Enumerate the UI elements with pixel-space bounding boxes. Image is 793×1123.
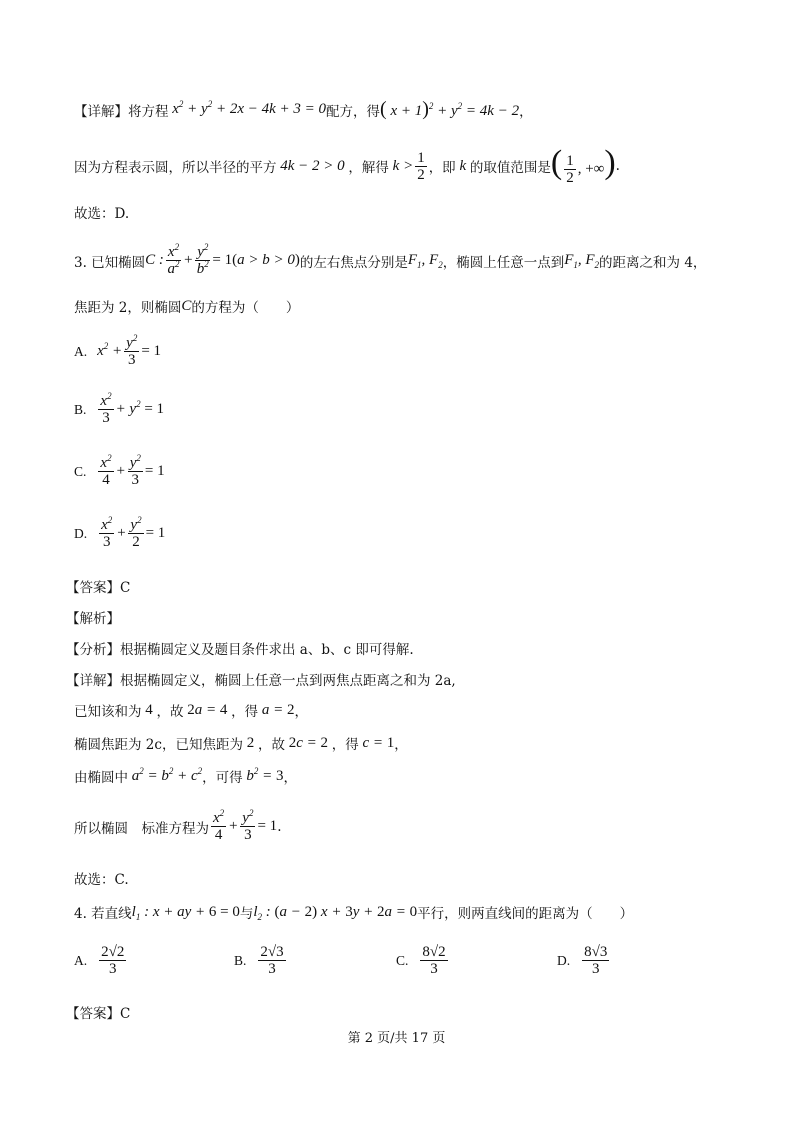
option-equation: $\frac{x^2}{3}$ + $y^2 = 1$ bbox=[100, 391, 165, 426]
analysis bbox=[66, 638, 414, 658]
text: 与 bbox=[239, 906, 254, 922]
text: 的左右焦点分别是 bbox=[299, 254, 408, 271]
equation: $b^2 = 3$ bbox=[242, 765, 284, 784]
option-label: D. bbox=[74, 525, 88, 541]
detail-2 bbox=[74, 700, 308, 720]
option-equation: $\frac{x^2}{3}$ + $\frac{y^2}{2}$ = 1 bbox=[101, 515, 166, 550]
text: ，可得 bbox=[202, 770, 243, 786]
equation: C : $\frac{x^2}{a^2}$ + $\frac{y^2}{b^2}$ = 1(a > b > 0) bbox=[145, 242, 300, 277]
question-3-line-1 bbox=[74, 244, 706, 277]
option-label: B. bbox=[74, 401, 87, 417]
interval: ( $\frac{1}{2}$ , +∞) bbox=[550, 144, 616, 187]
equation: $x^2 + y^2 + 2x - 4k + 3 = 0$ bbox=[168, 99, 327, 117]
text: 4. 若直线 bbox=[74, 906, 132, 922]
variable: k bbox=[455, 157, 470, 174]
text: 平行，则两直线间的距离为（ ） bbox=[417, 906, 634, 922]
line-1-equation: $l_1$ : x + ay + 6 = 0 bbox=[131, 903, 240, 922]
line-2-equation: $l_2$ : (a − 2) x + 3y + 2a = 0 bbox=[253, 903, 418, 922]
text: 已知该和为 bbox=[74, 704, 142, 720]
text: ， bbox=[519, 103, 533, 120]
equation: $\frac{x^2}{4}$ + $\frac{y^2}{3}$ = 1 bbox=[213, 808, 278, 843]
q4-option-d bbox=[557, 944, 611, 977]
text: 椭圆焦距为 2c，已知焦距为 bbox=[74, 737, 243, 753]
text: 由椭圆中 bbox=[74, 770, 128, 786]
variable: C bbox=[181, 297, 192, 314]
text: 【详解】根据椭圆定义，椭圆上任意一点到两焦点距离之和为 2a, bbox=[66, 673, 456, 689]
option-b bbox=[74, 393, 164, 426]
text: ，即 bbox=[428, 160, 456, 177]
text: 的取值范围是 bbox=[469, 160, 551, 177]
text: . bbox=[615, 158, 620, 175]
q4-option-b bbox=[234, 944, 288, 977]
option-value: $\frac{2√3}{3}$ bbox=[260, 944, 284, 977]
text: 故选：C. bbox=[74, 872, 129, 888]
equation: c = 1 bbox=[358, 734, 395, 751]
text: 【答案】C bbox=[66, 580, 131, 596]
answer-3 bbox=[66, 576, 130, 596]
equation: ( $x + 1)^2 + y^2 = 4k - 2$ bbox=[380, 98, 520, 120]
detail-6 bbox=[74, 868, 129, 888]
text: 因为方程表示圆，所以半径的平方 bbox=[74, 160, 277, 177]
equation: 4k − 2 > 0 bbox=[276, 157, 349, 174]
option-label: B. bbox=[234, 952, 247, 968]
text: 所以椭圆 标准方程为 bbox=[74, 820, 209, 837]
q4-option-c bbox=[396, 944, 450, 977]
text: ，解得 bbox=[348, 160, 389, 177]
option-value: $\frac{8√3}{3}$ bbox=[584, 944, 608, 977]
equation: 2c = 2 bbox=[288, 734, 328, 751]
question-4 bbox=[74, 902, 633, 922]
option-label: A. bbox=[74, 952, 88, 968]
text: 【详解】将方程 bbox=[74, 103, 169, 120]
q4-option-a bbox=[74, 944, 128, 977]
option-label: C. bbox=[396, 952, 409, 968]
detail-5 bbox=[74, 810, 281, 843]
text: ， bbox=[283, 770, 298, 786]
foci: $F_1$, $F_2$ bbox=[564, 252, 600, 270]
answer-4 bbox=[66, 1002, 130, 1022]
text: 的距离之和为 4， bbox=[599, 254, 707, 271]
equation: k > $\frac{1}{2}$ bbox=[388, 149, 425, 183]
number: 4 bbox=[141, 701, 157, 718]
option-value: $\frac{2√2}{3}$ bbox=[101, 944, 125, 977]
option-equation: $x^2$ + $\frac{y^2}{3}$ = 1 bbox=[97, 333, 162, 368]
text: 【分析】根据椭圆定义及题目条件求出 a、b、c 即可得解. bbox=[66, 642, 414, 658]
text: ，椭圆上任意一点到 bbox=[442, 254, 565, 271]
text: ，故 bbox=[156, 704, 184, 720]
text: 3. 已知椭圆 bbox=[74, 254, 146, 271]
equation: a = 2 bbox=[258, 701, 295, 718]
option-value: $\frac{8√2}{3}$ bbox=[422, 944, 446, 977]
equation: $a^2 = b^2 + c^2$ bbox=[128, 765, 203, 784]
option-label: D. bbox=[557, 952, 571, 968]
text: ， bbox=[294, 704, 308, 720]
page-footer: 第 2 页/共 17 页 bbox=[347, 1031, 446, 1046]
option-a bbox=[74, 335, 161, 368]
text: ，得 bbox=[331, 737, 359, 753]
detail-3 bbox=[74, 733, 408, 753]
option-label: A. bbox=[74, 343, 88, 359]
text: ，故 bbox=[257, 737, 285, 753]
text: 焦距为 2，则椭圆 bbox=[74, 300, 182, 316]
solution-line-3 bbox=[74, 202, 129, 222]
equation: 2a = 4 bbox=[187, 701, 228, 718]
option-label: C. bbox=[74, 463, 87, 479]
text: 配方，得 bbox=[326, 103, 381, 120]
text: ， bbox=[394, 737, 408, 753]
solution-line-2 bbox=[74, 146, 620, 186]
option-equation: $\frac{x^2}{4}$ + $\frac{y^2}{3}$ = 1 bbox=[100, 453, 165, 488]
detail-4 bbox=[74, 766, 297, 786]
text: . bbox=[277, 818, 282, 835]
number: 2 bbox=[242, 734, 258, 751]
detail-1 bbox=[66, 669, 456, 689]
option-d bbox=[74, 517, 165, 550]
solution-line-1 bbox=[74, 98, 533, 121]
text: 故选：D. bbox=[74, 206, 130, 222]
text: 【答案】C bbox=[66, 1006, 131, 1022]
analysis-heading bbox=[66, 607, 120, 627]
question-3-line-2 bbox=[74, 296, 299, 316]
text: ，得 bbox=[231, 704, 259, 720]
option-c bbox=[74, 455, 165, 488]
text: 【解析】 bbox=[66, 611, 120, 627]
text: 的方程为（ ） bbox=[191, 300, 300, 316]
foci: $F_1$, $F_2$ bbox=[407, 252, 443, 270]
